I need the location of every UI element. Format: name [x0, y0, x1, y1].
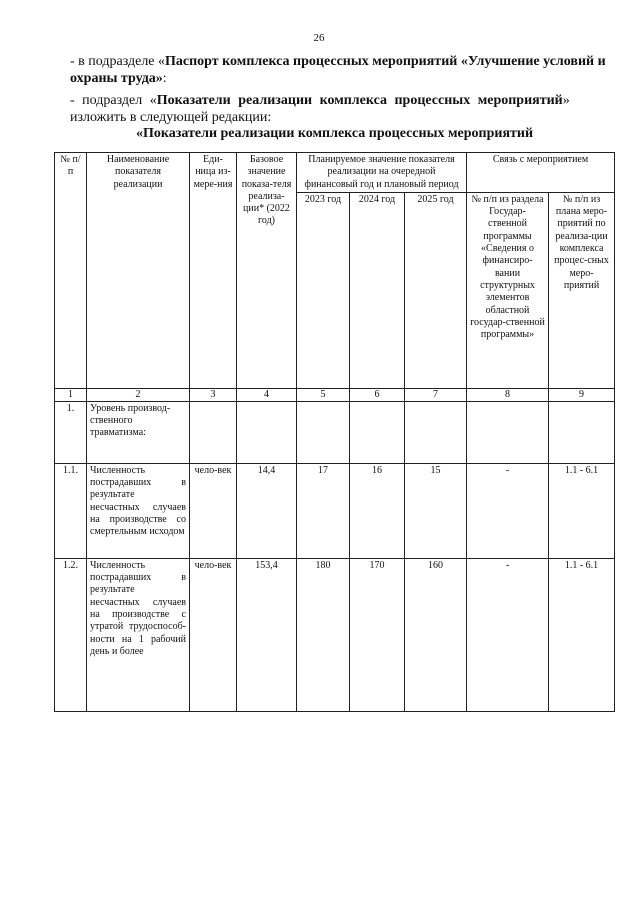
row-2023 [297, 401, 350, 463]
row-2025 [405, 401, 467, 463]
intro-line2-prefix: - подраздел « [70, 93, 157, 108]
row-unit: чело-век [190, 558, 237, 711]
col-number: 2 [87, 388, 190, 401]
header-link-program: № п/п из раздела Государ-ственной программы «Сведения о финансиро-вании структурных элементов областной государ-ственной программы» [467, 192, 549, 388]
row-2025: 15 [405, 463, 467, 558]
header-link: Связь с мероприятием [467, 153, 615, 193]
row-2025: 160 [405, 558, 467, 711]
row-base: 153,4 [237, 558, 297, 711]
col-number: 3 [190, 388, 237, 401]
row-unit [190, 401, 237, 463]
row-2023: 17 [297, 463, 350, 558]
row-name: Уровень производ-ственного травматизма: [87, 401, 190, 463]
row-num: 1. [55, 401, 87, 463]
header-planned: Планируемое значение показателя реализации на очередной финансовый год и плановый период [297, 153, 467, 193]
intro-line1-prefix: - в подразделе « [70, 54, 166, 69]
header-link-plan: № п/п из плана меро-приятий по реализа-ции комплекса процес-сных меро-приятий [549, 192, 615, 388]
col-number: 5 [297, 388, 350, 401]
header-unit: Еди-ница из-мере-ния [190, 153, 237, 389]
header-name: Наименование показателя реализации [87, 153, 190, 389]
table-row [55, 463, 615, 558]
row-base: 14,4 [237, 463, 297, 558]
header-num: № п/п [55, 153, 87, 389]
page-number: 26 [313, 32, 325, 44]
intro-line2-suffix: » изложить в следующей редакции: [70, 93, 570, 125]
header-base: Базовое значение показа-теля реализа-ции* (2022 год) [237, 153, 297, 389]
header-2025: 2025 год [405, 192, 467, 388]
col-number: 6 [350, 388, 405, 401]
row-2024: 170 [350, 558, 405, 711]
header-2024: 2024 год [350, 192, 405, 388]
row-num: 1.2. [55, 558, 87, 711]
row-2024: 16 [350, 463, 405, 558]
table-row [55, 401, 615, 463]
col-number: 7 [405, 388, 467, 401]
intro-line1-bold: Паспорт комплекса процессных мероприятий «Улучшение условий и охраны труда» [70, 54, 606, 86]
row-num: 1.1. [55, 463, 87, 558]
row-2024 [350, 401, 405, 463]
row-name: Численность пострадавших в результате несчастных случаев на производстве с утратой трудоспособ-ности на 1 рабочий день и более [87, 558, 190, 711]
col-number: 9 [549, 388, 615, 401]
col-number: 4 [237, 388, 297, 401]
intro-line2-bold: Показатели реализации комплекса процессных мероприятий [156, 93, 563, 108]
row-2023: 180 [297, 558, 350, 711]
table-header-row [55, 153, 615, 193]
table-row [55, 558, 615, 711]
indicators-table [54, 152, 615, 712]
row-link-plan: 1.1 - 6.1 [549, 463, 615, 558]
row-link-plan: 1.1 - 6.1 [549, 558, 615, 711]
col-number: 8 [467, 388, 549, 401]
row-unit: чело-век [190, 463, 237, 558]
row-link-program: - [467, 558, 549, 711]
row-link-program [467, 401, 549, 463]
intro-line1-suffix: : [162, 71, 167, 86]
intro-paragraph-2 [70, 92, 615, 126]
col-number: 1 [55, 388, 87, 401]
row-link-plan [549, 401, 615, 463]
row-base [237, 401, 297, 463]
column-number-row [55, 388, 615, 401]
header-2023: 2023 год [297, 192, 350, 388]
row-link-program: - [467, 463, 549, 558]
row-name: Численность пострадавших в результате несчастных случаев на производстве со смертельным исходом [87, 463, 190, 558]
intro-paragraph-1 [70, 53, 615, 87]
table-heading: «Показатели реализации комплекса процессных мероприятий [136, 126, 534, 141]
